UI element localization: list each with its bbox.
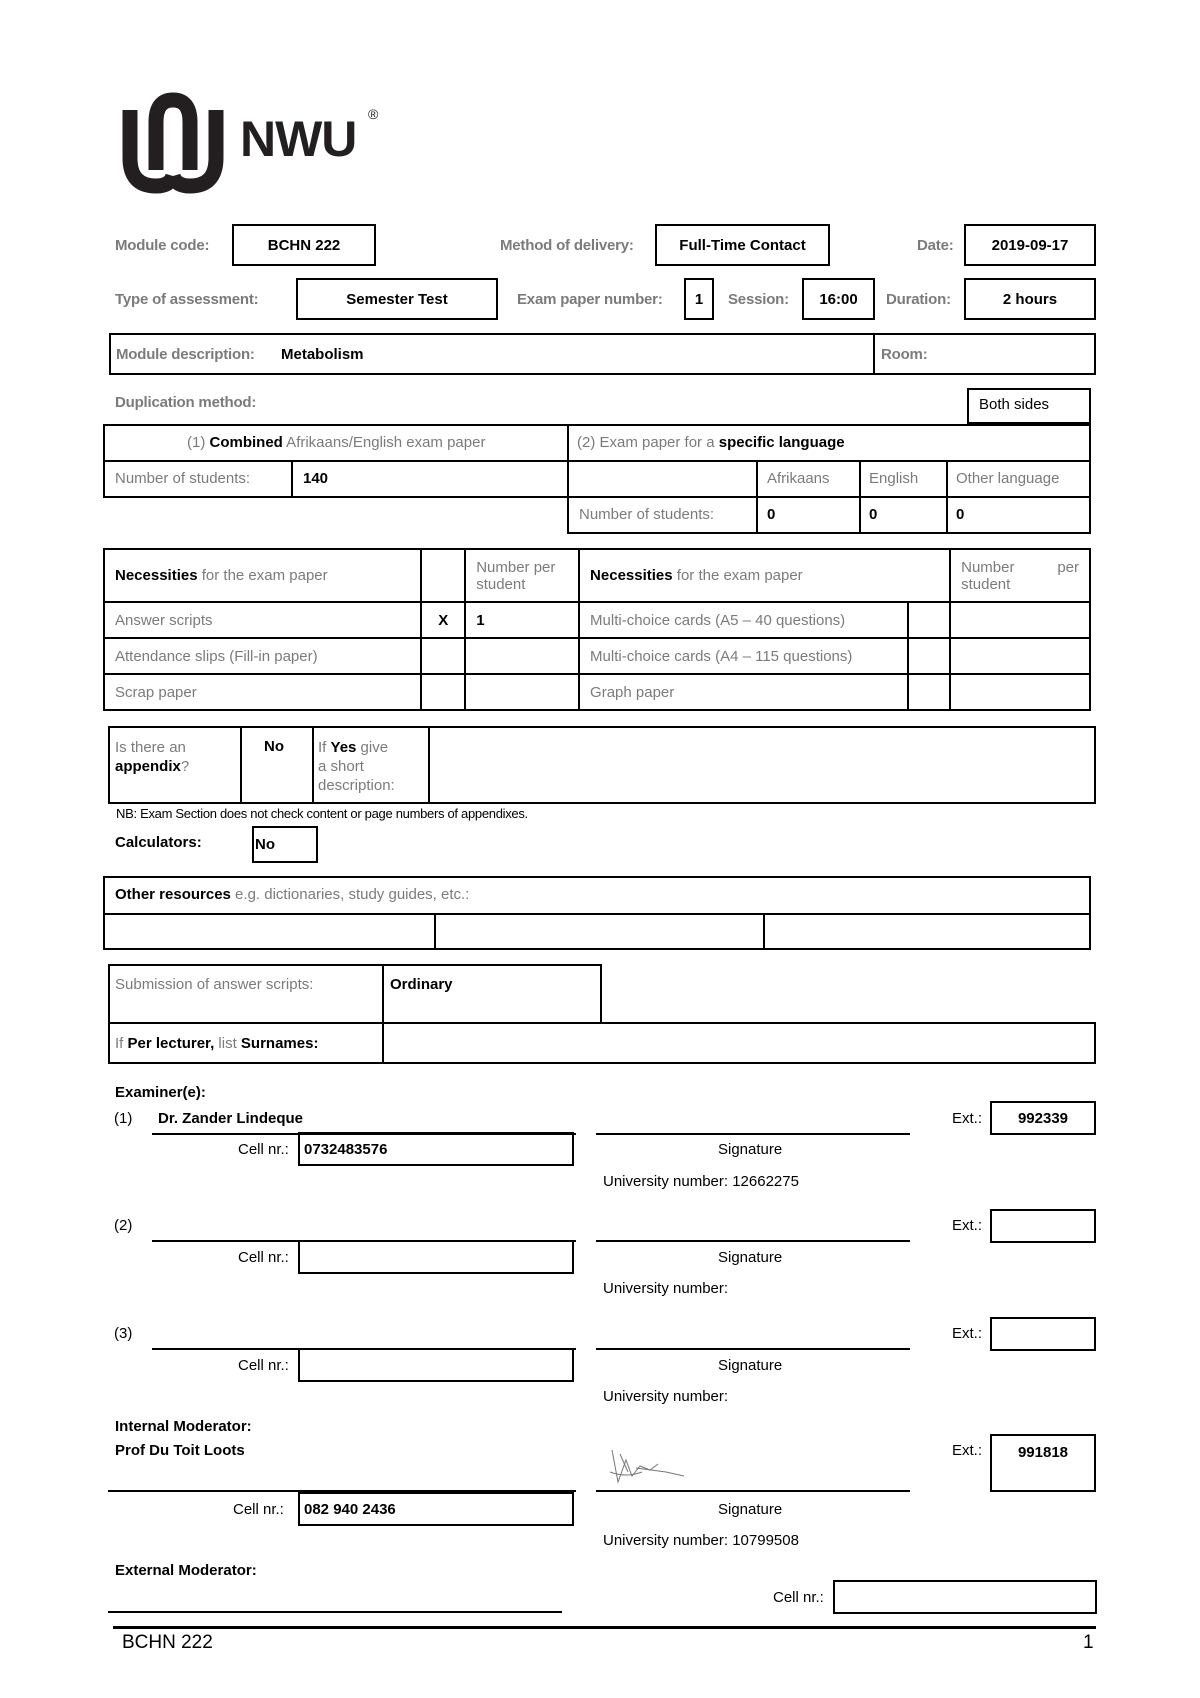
external-moderator-line [108, 1611, 562, 1613]
examiner-1-name: Dr. Zander Lindeque [158, 1110, 304, 1127]
examiner-1-univ: University number: 12662275 [603, 1173, 799, 1190]
examiner-3-signature-label: Signature [718, 1357, 783, 1374]
examiner-2-ext [990, 1209, 1096, 1243]
method-label: Method of delivery: [500, 237, 634, 254]
necessities-header-left: Necessities for the exam paper [104, 549, 421, 602]
afrikaans-count: 0 [767, 506, 776, 523]
necessities-header-right: Necessities for the exam paper [579, 549, 950, 602]
submission-box [108, 964, 602, 1024]
footer-page: 1 [1083, 1632, 1094, 1653]
paper-number-label: Exam paper number: [517, 291, 663, 308]
duration-value: 2 hours [964, 278, 1096, 320]
examiner-1-cell: 0732483576 [298, 1132, 574, 1166]
room-label: Room: [881, 346, 928, 363]
submission-label: Submission of answer scripts: [115, 976, 314, 993]
submission-value: Ordinary [390, 976, 453, 993]
logo-text: NWU [240, 111, 357, 167]
language-table [103, 424, 1091, 534]
english-count: 0 [869, 506, 878, 523]
per-lecturer-box [108, 1022, 1096, 1064]
footer-rule [113, 1626, 1096, 1629]
students-value: 140 [303, 470, 329, 487]
internal-moderator-ext-label: Ext.: [952, 1442, 983, 1459]
appendix-nb: NB: Exam Section does not check content or page numbers of appendixes. [116, 806, 528, 821]
description-label: Module description: [116, 346, 255, 363]
internal-moderator-univ: University number: 10799508 [603, 1532, 799, 1549]
other-resources-label: Other resources e.g. dictionaries, study guides, etc.: [115, 886, 470, 903]
assessment-label: Type of assessment: [115, 291, 259, 308]
external-moderator-title: External Moderator: [115, 1562, 257, 1579]
calculators-value: No [252, 826, 318, 863]
description-row [109, 333, 1096, 375]
specific-students-label: Number of students: [579, 506, 715, 523]
appendix-answer: No [264, 738, 284, 755]
examiner-3-num: (3) [114, 1325, 133, 1342]
footer-module: BCHN 222 [122, 1632, 213, 1653]
per-lecturer-label: If Per lecturer, list Surnames: [115, 1035, 319, 1052]
necessity-row: Scrap paper Graph paper [104, 674, 1090, 710]
examiner-1-ext: 992339 [990, 1101, 1096, 1135]
examiner-2-ext-label: Ext.: [952, 1217, 983, 1234]
examiner-2-num: (2) [114, 1217, 133, 1234]
necessity-row: Answer scripts X 1 Multi-choice cards (A5 – 40 questions) [104, 602, 1090, 638]
external-moderator-cell-label: Cell nr.: [773, 1589, 824, 1606]
examiner-2-signature-line [596, 1240, 910, 1242]
date-label: Date: [917, 237, 954, 254]
internal-moderator-ext: 991818 [990, 1434, 1096, 1492]
other-resources-box [103, 876, 1091, 950]
examiner-1-signature-label: Signature [718, 1141, 783, 1158]
internal-moderator-title: Internal Moderator: [115, 1418, 252, 1435]
examiner-3-ext [990, 1317, 1096, 1351]
internal-moderator-signature-line [596, 1490, 910, 1492]
duplication-value: Both sides [967, 388, 1091, 424]
examiner-2-signature-label: Signature [718, 1249, 783, 1266]
assessment-value: Semester Test [296, 278, 498, 320]
examiner-1-cell-label: Cell nr.: [238, 1141, 289, 1158]
examiner-1-signature-line [596, 1133, 910, 1135]
calculators-label: Calculators: [115, 834, 202, 851]
duration-label: Duration: [886, 291, 951, 308]
per-student-header: Number per student [465, 549, 579, 602]
appendix-if-yes: If Yes give a short description: [318, 739, 395, 794]
per-student-header-right: Number per student [950, 549, 1090, 602]
session-label: Session: [728, 291, 789, 308]
combined-header: (1) Combined Afrikaans/English exam paper [187, 434, 486, 451]
examiners-title: Examiner(e): [115, 1084, 206, 1101]
date-value: 2019-09-17 [964, 224, 1096, 266]
nwu-logo [118, 88, 398, 198]
internal-moderator-cell-label: Cell nr.: [233, 1501, 284, 1518]
examiner-3-cell-label: Cell nr.: [238, 1357, 289, 1374]
necessities-table [103, 548, 1091, 711]
internal-moderator-name: Prof Du Toit Loots [115, 1442, 245, 1459]
examiner-2-univ: University number: [603, 1280, 729, 1297]
module-code-value: BCHN 222 [232, 224, 376, 266]
paper-number-value: 1 [684, 278, 714, 320]
students-label: Number of students: [115, 470, 251, 487]
examiner-1-num: (1) [114, 1110, 133, 1127]
method-value: Full-Time Contact [655, 224, 830, 266]
nwu-emblem-icon [118, 88, 228, 198]
examiner-3-univ: University number: [603, 1388, 729, 1405]
examiner-3-ext-label: Ext.: [952, 1325, 983, 1342]
examiner-2-cell [298, 1240, 574, 1274]
examiner-3-cell [298, 1348, 574, 1382]
specific-header: (2) Exam paper for a specific language [577, 434, 845, 451]
col-english: English [869, 470, 919, 487]
examiner-2-cell-label: Cell nr.: [238, 1249, 289, 1266]
internal-moderator-signature-label: Signature [718, 1501, 783, 1518]
col-other: Other language [956, 470, 1060, 487]
moderator-signature-icon [606, 1442, 696, 1492]
examiner-3-signature-line [596, 1348, 910, 1350]
registered-mark: ® [368, 106, 379, 122]
external-moderator-cell [833, 1580, 1097, 1614]
session-value: 16:00 [802, 278, 875, 320]
internal-moderator-cell: 082 940 2436 [298, 1492, 574, 1526]
appendix-question: Is there an appendix? [115, 739, 190, 775]
module-code-label: Module code: [115, 237, 210, 254]
necessity-row: Attendance slips (Fill-in paper) Multi-choice cards (A4 – 115 questions) [104, 638, 1090, 674]
other-count: 0 [956, 506, 965, 523]
appendix-box [108, 726, 1096, 804]
description-value: Metabolism [281, 346, 364, 363]
col-afrikaans: Afrikaans [767, 470, 830, 487]
duplication-label: Duplication method: [115, 394, 257, 411]
examiner-1-ext-label: Ext.: [952, 1110, 983, 1127]
